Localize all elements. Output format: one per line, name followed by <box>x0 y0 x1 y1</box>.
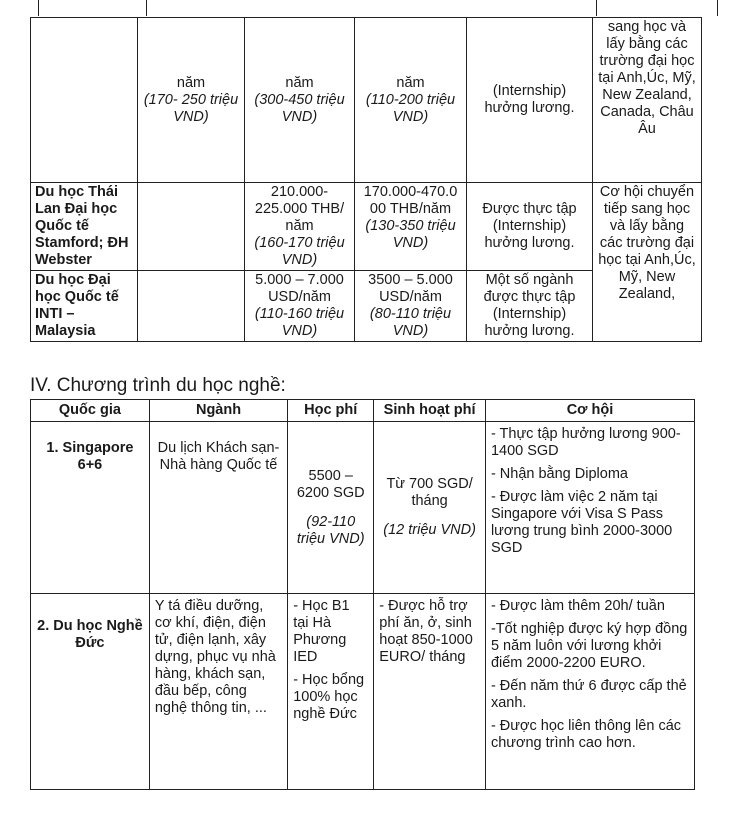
cell-text: 5.000 – 7.000 USD/năm <box>255 272 344 305</box>
major-cell: Y tá điều dưỡng, cơ khí, điện, điện tử, điện lạnh, xây dựng, phục vụ nhà hàng, khách sạn, đầu bếp, công nghệ thông tin, ... <box>149 594 287 790</box>
country-cell: 1. Singapore 6+6 <box>31 422 150 594</box>
cell-text: Từ 700 SGD/ tháng <box>386 476 473 509</box>
cell-text-italic: (110-200 triệu VND) <box>365 91 456 125</box>
column-header: Sinh hoạt phí <box>374 400 486 422</box>
cell-text: 5500 – 6200 SGD <box>296 467 365 501</box>
table-cell <box>355 183 467 271</box>
table-row <box>31 183 702 271</box>
table-row <box>31 594 695 790</box>
cell-text-italic: (300-450 triệu VND) <box>254 91 345 125</box>
program-name: Du học Đại học Quốc tế INTI – Malaysia <box>31 271 138 342</box>
cell-text: sang học và lấy bằng các trường đại học tại Anh,Úc, Mỹ, New Zealand, Canada, Châu Âu <box>598 19 696 137</box>
program-name: Du học Thái Lan Đại học Quốc tế Stamford; ĐH Webster <box>31 183 138 271</box>
border-line <box>38 0 39 16</box>
table-cell <box>138 271 245 342</box>
cell-text: 170.000-470.0 00 THB/năm <box>363 184 458 217</box>
cell-text: 210.000-225.000 THB/ năm <box>254 184 345 234</box>
table-cell <box>245 183 355 271</box>
cell-text-italic: (110-160 triệu VND) <box>254 306 345 339</box>
table-row <box>31 422 695 594</box>
column-header: Ngành <box>149 400 287 422</box>
opportunity-item: -Tốt nghiệp được ký hợp đồng 5 năm luôn với lương khởi điểm 2000-2200 EURO. <box>490 621 688 671</box>
cell-text: Được thực tập (Internship) hưởng lương. <box>482 201 577 251</box>
opportunity-cell <box>485 422 694 594</box>
column-header: Quốc gia <box>31 400 150 422</box>
cell-text: Cơ hội chuyển tiếp sang học và lấy bằng các trường đại học tại Anh,Úc, Mỹ, New Zealand, <box>598 184 696 302</box>
opportunity-item: - Đến năm thứ 6 được cấp thẻ xanh. <box>490 678 687 711</box>
table-cell <box>593 183 702 342</box>
border-line <box>717 0 718 16</box>
vocational-table <box>30 399 695 790</box>
table-header-row <box>31 400 695 422</box>
table-cell <box>593 18 702 183</box>
table-cell <box>467 271 593 342</box>
cell-text-italic: (170- 250 triệu VND) <box>143 91 239 125</box>
cell-text-italic: (92-110 triệu VND) <box>296 513 365 547</box>
spacer <box>379 510 480 522</box>
major-cell: Du lịch Khách sạn- Nhà hàng Quốc tế <box>149 422 287 594</box>
table-cell <box>138 18 245 183</box>
table-cell <box>245 271 355 342</box>
column-header: Cơ hội <box>485 400 694 422</box>
table-cell <box>467 183 593 271</box>
column-header: Học phí <box>288 400 374 422</box>
opportunity-item: - Được làm việc 2 năm tại Singapore với Visa S Pass lương trung bình 2000-3000 SGD <box>490 489 673 556</box>
border-line <box>146 0 147 16</box>
opportunity-item: - Được làm thêm 20h/ tuần <box>490 598 665 614</box>
fee-cell <box>288 594 374 790</box>
page-top-border <box>38 0 718 16</box>
opportunity-item: - Được học liên thông lên các chương trình cao hơn. <box>490 718 682 751</box>
living-cost-cell <box>374 422 486 594</box>
country-cell: 2. Du học Nghề Đức <box>31 594 150 790</box>
cell-text: Một số ngành được thực tập (Internship) hưởng lương. <box>483 272 576 339</box>
table-cell <box>355 271 467 342</box>
table-cell <box>31 18 138 183</box>
opportunity-item: - Nhận bằng Diploma <box>490 466 628 482</box>
cell-text: (Internship) hưởng lương. <box>484 83 575 116</box>
opportunity-cell <box>485 594 694 790</box>
cell-text: - Học bổng 100% học nghề Đức <box>293 672 365 722</box>
border-line <box>596 0 597 16</box>
living-cost-cell: - Được hỗ trợ phí ăn, ở, sinh hoạt 850-1000 EURO/ tháng <box>374 594 486 790</box>
table-row <box>31 18 702 183</box>
cell-text-italic: (130-350 triệu VND) <box>365 218 456 251</box>
fee-cell <box>288 422 374 594</box>
table-cell <box>245 18 355 183</box>
opportunity-item: - Thực tập hưởng lương 900- 1400 SGD <box>490 426 681 459</box>
spacer <box>293 502 368 514</box>
table-cell <box>355 18 467 183</box>
cell-text: năm <box>396 74 425 91</box>
cell-text-italic: (80-110 triệu VND) <box>369 306 452 339</box>
table-cell <box>138 183 245 271</box>
cell-text: năm <box>176 74 206 91</box>
university-table <box>30 17 702 342</box>
table-cell <box>467 18 593 183</box>
cell-text: năm <box>285 74 314 91</box>
cell-text-italic: (12 triệu VND) <box>383 522 476 538</box>
cell-text-italic: (160-170 triệu VND) <box>254 235 345 268</box>
section-heading: IV. Chương trình du học nghề: <box>30 375 286 396</box>
cell-text: - Học B1 tại Hà Phương IED <box>293 598 350 665</box>
cell-text: 3500 – 5.000 USD/năm <box>368 272 453 305</box>
